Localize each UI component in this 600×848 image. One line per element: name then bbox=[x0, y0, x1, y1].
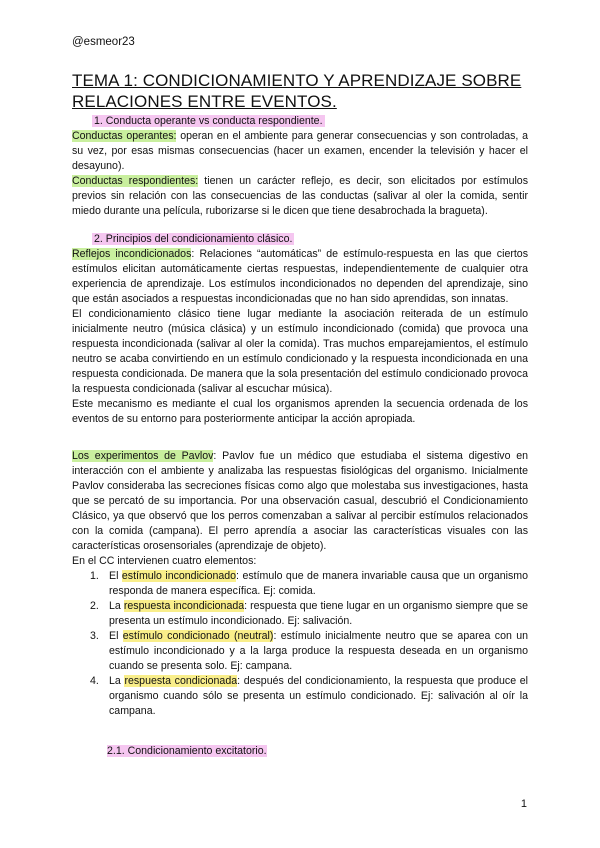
term-reflejos-incondicionados: Reflejos incondicionados bbox=[72, 248, 192, 260]
paragraph-operantes bbox=[72, 129, 528, 174]
term-conductas-operantes: Conductas operantes: bbox=[72, 130, 177, 142]
term-experimentos-pavlov: Los experimentos de Pavlov bbox=[72, 450, 214, 462]
list-item-number: 2. bbox=[90, 600, 99, 612]
list-item-article: El bbox=[109, 570, 122, 582]
list-item-article: La bbox=[109, 600, 124, 612]
list-item bbox=[72, 629, 528, 674]
list-item-text: : estímulo inicialmente neutro que se aparea con un estímulo incondicionado y a la larga produce la respuesta deseada en un organismo cuando se presenta solo. Ej: campana. bbox=[109, 630, 528, 672]
title-line-2: RELACIONES ENTRE EVENTOS. bbox=[72, 92, 337, 111]
paragraph-elementos-intro: En el CC intervienen cuatro elementos: bbox=[72, 555, 257, 567]
paragraph-mecanismo: Este mecanismo es mediante el cual los organismos aprenden la secuencia ordenada de los eventos de su entorno para posteriormente anticipar la acción apropiada. bbox=[72, 398, 528, 425]
section-1-heading-text: 1. Conducta operante vs conducta respondiente. bbox=[94, 115, 323, 127]
paragraph-respondientes bbox=[72, 174, 528, 219]
author-handle: @esmeor23 bbox=[72, 36, 135, 48]
list-item bbox=[72, 674, 528, 719]
list-item-number: 3. bbox=[90, 630, 99, 642]
text-conductas-respondientes: tienen un carácter reflejo, es decir, son elicitados por estímulos previos sin relación con las consecuencias de las conductas (salivar al oler la comida, sentir miedo durante una película, ruborizarse si le dicen que tiene desabrochada la bragueta). bbox=[72, 175, 528, 217]
text-experimentos-pavlov: : Pavlov fue un médico que estudiaba el sistema digestivo en interacción con el ambiente y analizaba las respuestas fisiológicas del organismo. Inicialmente Pavlov consideraba las secreciones físicas como algo que molestaba sus investigaciones, hasta que se percató de su importancia. Por una observación casual, descubrió el Condicionamiento Clásico, ya que observó que los perros comenzaban a salivar al percibir estímulos relacionados con la comida (campana). El perro aprendía a asociar las características visuales con las características orosensoriales (aprendizaje de objeto). bbox=[72, 450, 528, 552]
term-estimulo-condicionado: estímulo condicionado (neutral) bbox=[122, 630, 274, 642]
list-item-article: El bbox=[109, 630, 123, 642]
paragraph-reflejos bbox=[72, 247, 528, 307]
list-item-number: 1. bbox=[90, 570, 99, 582]
subsection-2-1-heading: 2.1. Condicionamiento excitatorio. bbox=[107, 745, 267, 757]
subsection-2-1 bbox=[72, 744, 528, 759]
section-2-heading-text: 2. Principios del condicionamiento clásico. bbox=[94, 233, 293, 245]
term-respuesta-incondicionada: respuesta incondicionada bbox=[123, 600, 245, 612]
term-estimulo-incondicionado: estímulo incondicionado bbox=[121, 570, 237, 582]
term-conductas-respondientes: Conductas respondientes: bbox=[72, 175, 199, 187]
paragraph-pavlov bbox=[72, 449, 528, 554]
section-1-heading bbox=[72, 114, 528, 129]
list-item-text: : estímulo que de manera invariable causa que un organismo responda de manera específica. Ej: comida. bbox=[109, 570, 528, 597]
list-item-number: 4. bbox=[90, 675, 99, 687]
list-item bbox=[72, 599, 528, 629]
paragraph-condicionamiento-clasico: El condicionamiento clásico tiene lugar mediante la asociación reiterada de un estímulo inicialmente neutro (música clásica) y un estímulo incondicionado (comida) que provoca una respuesta incondicionada (salivar al oler la comida). Tras muchos emparejamientos, el estímulo neutro se acaba convirtiendo en un estímulo condicionado y la respuesta incondicionada en una respuesta condicionada. De manera que la sola presentación del estímulo condicionado provoca la respuesta condicionada (salivar al escuchar música). bbox=[72, 308, 528, 395]
list-item-text: : después del condicionamiento, la respuesta que produce el organismo cuando sólo se presenta un estímulo condicionado. Ej: salivación al oír la campana. bbox=[109, 675, 529, 717]
page-number: 1 bbox=[520, 798, 527, 810]
title-line-1: TEMA 1: CONDICIONAMIENTO Y APRENDIZAJE SOBRE bbox=[72, 71, 522, 90]
list-item bbox=[72, 569, 528, 599]
section-2-heading bbox=[72, 232, 528, 247]
list-item-article: La bbox=[109, 675, 125, 687]
section-2 bbox=[72, 232, 528, 427]
section-2-pavlov bbox=[72, 449, 528, 719]
page-title bbox=[72, 70, 528, 112]
text-conductas-operantes: operan en el ambiente para generar consecuencias y son controladas, a su vez, por esas mismas consecuencias (hacer un examen, encender la televisión y hacer el desayuno). bbox=[72, 130, 528, 172]
section-1 bbox=[72, 114, 528, 219]
elements-list bbox=[72, 569, 528, 719]
list-item-text: : respuesta que tiene lugar en un organismo siempre que se presenta un estímulo incondicionado. Ej: salivación. bbox=[109, 600, 528, 627]
text-reflejos-incondicionados: : Relaciones “automáticas” de estímulo-respuesta en las que ciertos estímulos elicitan automáticamente ciertas respuestas, independientemente de cualquier otra experiencia de aprendizaje. Los estímulos incondicionados no dependen del aprendizaje, sino que están asociados a respuestas incondicionadas que no han sido aprendidas, son innatas. bbox=[72, 248, 528, 305]
term-respuesta-condicionada: respuesta condicionada bbox=[124, 675, 238, 687]
